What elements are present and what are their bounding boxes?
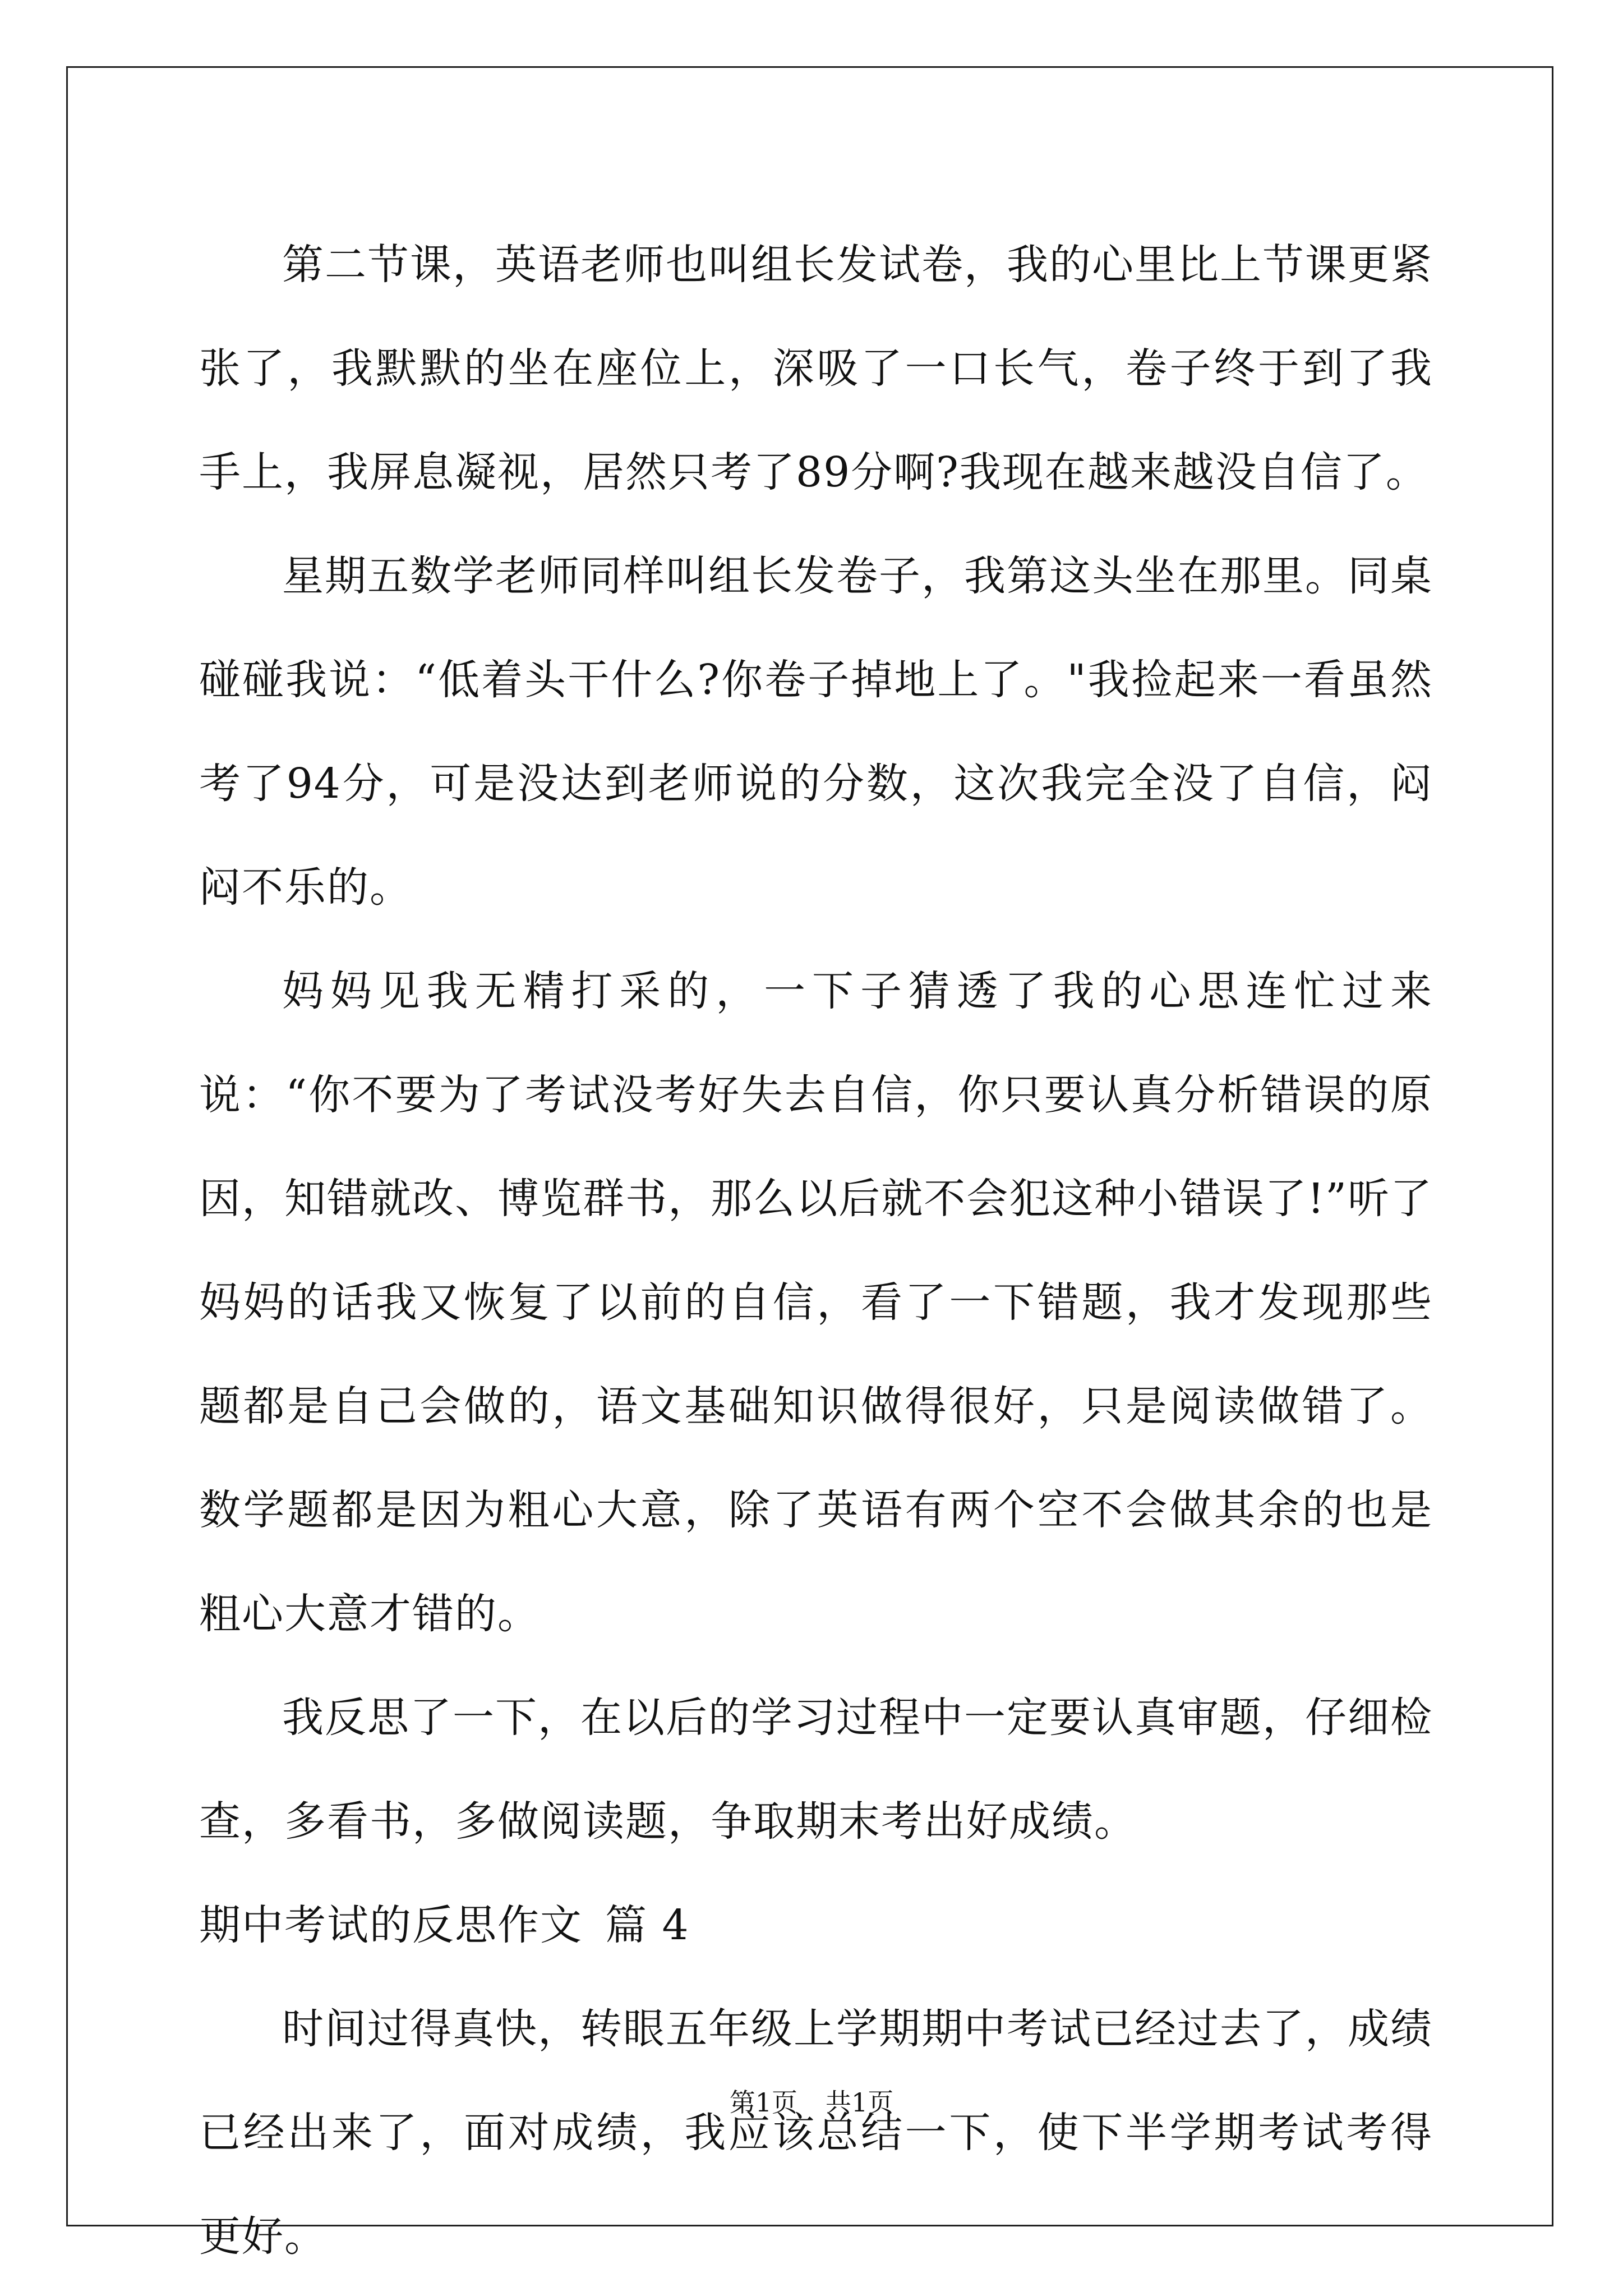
- page-total: 共1页: [826, 2087, 894, 2118]
- paragraph-reflection: 我反思了一下，在以后的学习过程中一定要认真审题，仔细检查，多看书，多做阅读题，争取期末考出好成绩。: [199, 1694, 1433, 1846]
- paragraph-english-exam: 第二节课，英语老师也叫组长发试卷，我的心里比上节课更紧张了，我默默的坐在座位上，深吸了一口长气，卷子终于到了我手上，我屏息凝视，居然只考了89分啊?我现在越来越没自信了。: [199, 241, 1433, 496]
- page-footer: [0, 2086, 1623, 2119]
- page-number: 第1页: [729, 2087, 797, 2118]
- section-title: 期中考试的反思作文: [199, 1901, 583, 1949]
- document-body: [199, 213, 1433, 2289]
- section-heading: [199, 1874, 1433, 1977]
- paragraph-section4-intro: 时间过得真快，转眼五年级上学期期中考试已经过去了，成绩已经出来了，面对成绩，我应该总结一下，使下半学期考试考得更好。: [199, 2005, 1433, 2261]
- section-number: 篇 4: [605, 1901, 690, 1949]
- paragraph-math-exam: 星期五数学老师同样叫组长发卷子，我第这头坐在那里。同桌碰碰我说：“低着头干什么?你卷子掉地上了。"我捡起来一看虽然考了94分，可是没达到老师说的分数，这次我完全没了自信，闷闷不乐的。: [199, 552, 1433, 912]
- paragraph-mother-advice: 妈妈见我无精打采的，一下子猜透了我的心思连忙过来说：“你不要为了考试没考好失去自信，你只要认真分析错误的原因，知错就改、博览群书，那么以后就不会犯这种小错误了!”听了妈妈的话我又恢复了以前的自信，看了一下错题，我才发现那些题都是自己会做的，语文基础知识做得很好，只是阅读做错了。数学题都是因为粗心大意，除了英语有两个空不会做其余的也是粗心大意才错的。: [199, 967, 1433, 1638]
